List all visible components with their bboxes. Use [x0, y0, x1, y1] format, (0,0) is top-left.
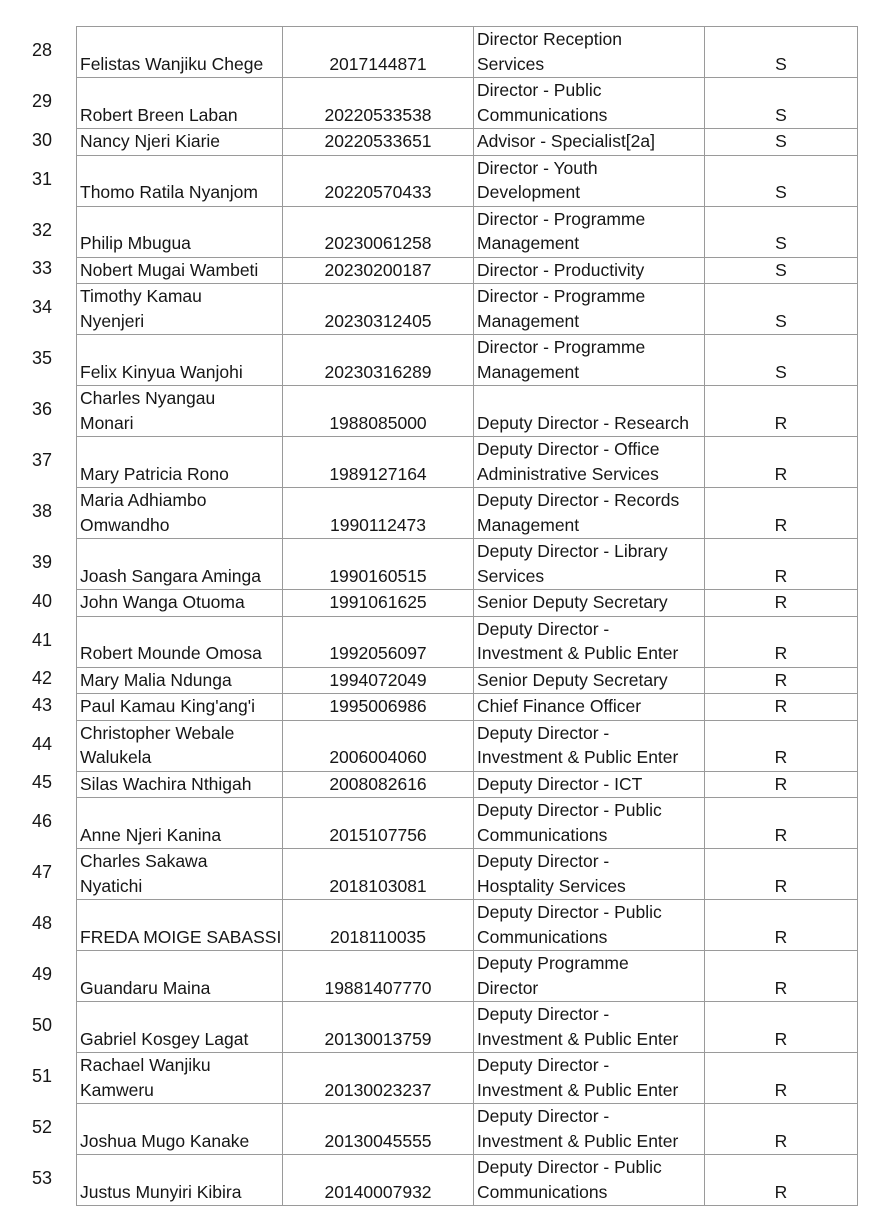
personal-number-cell	[283, 900, 474, 951]
designation-cell	[474, 1155, 705, 1206]
personal-number: 2018103081	[329, 875, 427, 896]
employee-name: Felistas Wanjiku Chege	[80, 53, 264, 74]
employee-name-cell	[77, 849, 283, 900]
job-grade-cell	[705, 257, 858, 284]
row-number: 50	[31, 1015, 53, 1035]
designation: Investment & Public Enter	[477, 1079, 679, 1100]
employee-name-cell	[77, 27, 283, 78]
employee-name: Monari	[80, 412, 134, 433]
personal-number-cell	[283, 771, 474, 798]
row-number: 38	[31, 501, 53, 521]
designation: Investment & Public Enter	[477, 1028, 679, 1049]
designation: Investment & Public Enter	[477, 1130, 679, 1151]
designation-cell	[474, 129, 705, 156]
job-grade-cell	[705, 590, 858, 617]
row-number: 37	[31, 450, 53, 470]
job-grade: R	[774, 824, 788, 845]
table-row	[77, 951, 858, 1002]
personal-number-cell	[283, 849, 474, 900]
table-row	[77, 771, 858, 798]
personal-number: 20230312405	[324, 310, 432, 331]
designation: Communications	[477, 824, 608, 845]
employee-name: Kamweru	[80, 1079, 154, 1100]
employee-name-cell	[77, 257, 283, 284]
job-grade-cell	[705, 798, 858, 849]
employee-name: Christopher Webale	[80, 722, 235, 743]
staff-table	[76, 26, 858, 1206]
designation: Deputy Director - Public	[477, 902, 662, 922]
personal-number-cell	[283, 284, 474, 335]
job-grade-cell	[705, 155, 858, 206]
personal-number-cell	[283, 155, 474, 206]
designation: Services	[477, 565, 545, 586]
personal-number-cell	[283, 1104, 474, 1155]
personal-number: 20220533538	[324, 104, 432, 125]
personal-number-cell	[283, 335, 474, 386]
personal-number-cell	[283, 1002, 474, 1053]
personal-number-cell	[283, 951, 474, 1002]
table-row	[77, 1053, 858, 1104]
personal-number: 20230200187	[324, 259, 432, 280]
designation-cell	[474, 798, 705, 849]
table-row	[77, 667, 858, 694]
employee-name: Walukela	[80, 747, 152, 767]
employee-name: Paul Kamau King'ang'i	[80, 696, 255, 716]
personal-number: 2015107756	[329, 824, 427, 845]
staff-table-body	[77, 27, 858, 1206]
employee-name: John Wanga Otuoma	[80, 592, 245, 612]
designation: Deputy Director -	[477, 1055, 610, 1075]
job-grade: R	[774, 514, 788, 535]
job-grade: S	[775, 53, 787, 74]
job-grade: R	[774, 977, 788, 998]
designation: Director Reception	[477, 29, 622, 49]
employee-name: Justus Munyiri Kibira	[80, 1181, 242, 1202]
designation: Communications	[477, 1181, 608, 1202]
table-row	[77, 590, 858, 617]
job-grade: R	[774, 643, 788, 663]
row-number: 41	[31, 629, 53, 650]
designation-cell	[474, 437, 705, 488]
job-grade: R	[774, 1028, 788, 1049]
job-grade: R	[774, 747, 788, 767]
designation-cell	[474, 386, 705, 437]
personal-number-cell	[283, 1053, 474, 1104]
designation-cell	[474, 720, 705, 771]
designation: Development	[477, 182, 581, 202]
employee-name: FREDA MOIGE SABASSI	[80, 926, 282, 947]
job-grade: S	[775, 182, 787, 202]
employee-name-cell	[77, 951, 283, 1002]
job-grade: R	[774, 669, 788, 690]
designation: Management	[477, 310, 580, 331]
employee-name-cell	[77, 1155, 283, 1206]
personal-number-cell	[283, 720, 474, 771]
row-number: 39	[31, 552, 53, 572]
designation-cell	[474, 257, 705, 284]
designation-cell	[474, 1002, 705, 1053]
personal-number-cell	[283, 78, 474, 129]
designation: Director - Programme	[477, 208, 646, 229]
employee-name-cell	[77, 155, 283, 206]
personal-number-cell	[283, 27, 474, 78]
personal-number-cell	[283, 488, 474, 539]
employee-name: Nyenjeri	[80, 310, 145, 331]
row-number: 32	[31, 219, 53, 240]
job-grade: R	[774, 926, 788, 947]
job-grade-cell	[705, 284, 858, 335]
job-grade-cell	[705, 616, 858, 667]
table-row	[77, 720, 858, 771]
designation: Services	[477, 53, 545, 74]
table-row	[77, 155, 858, 206]
employee-name-cell	[77, 590, 283, 617]
employee-name: Robert Mounde Omosa	[80, 643, 262, 663]
designation-cell	[474, 1104, 705, 1155]
job-grade: S	[775, 104, 787, 125]
designation: Communications	[477, 926, 608, 947]
employee-name: Joash Sangara Aminga	[80, 565, 261, 586]
employee-name: Anne Njeri Kanina	[80, 824, 222, 845]
row-number: 28	[31, 40, 53, 60]
designation-cell	[474, 667, 705, 694]
personal-number: 20230061258	[324, 233, 432, 253]
personal-number-cell	[283, 616, 474, 667]
personal-number-cell	[283, 590, 474, 617]
job-grade: S	[775, 259, 787, 280]
table-row	[77, 1104, 858, 1155]
job-grade-cell	[705, 951, 858, 1002]
personal-number: 1990112473	[329, 514, 427, 535]
personal-number: 20220533651	[324, 131, 432, 151]
personal-number: 20130013759	[324, 1028, 432, 1049]
designation: Director - Programme	[477, 337, 646, 357]
designation-cell	[474, 1053, 705, 1104]
row-number: 30	[31, 129, 53, 150]
designation: Deputy Director - Public	[477, 800, 662, 820]
designation-cell	[474, 951, 705, 1002]
employee-name-cell	[77, 1002, 283, 1053]
employee-name: Robert Breen Laban	[80, 104, 238, 125]
job-grade-cell	[705, 27, 858, 78]
designation-cell	[474, 335, 705, 386]
designation-cell	[474, 155, 705, 206]
row-number: 45	[31, 772, 53, 793]
personal-number: 1995006986	[329, 696, 427, 716]
employee-name-cell	[77, 1053, 283, 1104]
job-grade-cell	[705, 1155, 858, 1206]
designation: Hosptality Services	[477, 875, 626, 896]
job-grade: R	[774, 463, 788, 484]
table-row	[77, 257, 858, 284]
designation: Communications	[477, 104, 608, 125]
designation: Deputy Director - ICT	[477, 773, 643, 794]
job-grade-cell	[705, 771, 858, 798]
personal-number-cell	[283, 539, 474, 590]
job-grade-cell	[705, 720, 858, 771]
designation: Deputy Director - Public	[477, 1157, 662, 1177]
table-row	[77, 284, 858, 335]
table-row	[77, 1155, 858, 1206]
employee-name-cell	[77, 284, 283, 335]
designation-cell	[474, 78, 705, 129]
personal-number: 20130045555	[324, 1130, 432, 1151]
designation: Chief Finance Officer	[477, 696, 642, 716]
table-row	[77, 386, 858, 437]
designation-cell	[474, 849, 705, 900]
employee-name-cell	[77, 720, 283, 771]
designation: Senior Deputy Secretary	[477, 669, 668, 690]
designation: Director - Programme	[477, 286, 646, 306]
job-grade: R	[774, 1079, 788, 1100]
row-number: 48	[31, 913, 53, 933]
employee-name-cell	[77, 437, 283, 488]
employee-name: Gabriel Kosgey Lagat	[80, 1028, 249, 1049]
designation-cell	[474, 539, 705, 590]
employee-name: Felix Kinyua Wanjohi	[80, 361, 243, 382]
designation-cell	[474, 771, 705, 798]
designation: Deputy Director -	[477, 722, 610, 743]
row-number: 52	[31, 1117, 53, 1137]
employee-name-cell	[77, 78, 283, 129]
job-grade: S	[775, 233, 787, 253]
designation: Deputy Director - Office	[477, 439, 660, 459]
job-grade: S	[775, 131, 787, 151]
designation-cell	[474, 206, 705, 257]
employee-name-cell	[77, 694, 283, 721]
designation: Senior Deputy Secretary	[477, 592, 668, 612]
job-grade-cell	[705, 667, 858, 694]
job-grade: R	[774, 696, 788, 716]
personal-number: 1989127164	[329, 463, 427, 484]
designation: Deputy Programme	[477, 953, 629, 973]
designation: Management	[477, 361, 580, 382]
job-grade-cell	[705, 78, 858, 129]
personal-number: 2018110035	[329, 926, 427, 947]
designation: Management	[477, 233, 580, 253]
table-row	[77, 129, 858, 156]
row-number: 46	[31, 811, 53, 831]
personal-number: 1988085000	[329, 412, 427, 433]
personal-number-cell	[283, 206, 474, 257]
employee-name: Thomo Ratila Nyanjom	[80, 182, 258, 202]
designation-cell	[474, 590, 705, 617]
personal-number: 2008082616	[329, 773, 427, 794]
designation: Director - Public	[477, 80, 602, 100]
job-grade-cell	[705, 1002, 858, 1053]
job-grade-cell	[705, 386, 858, 437]
designation-cell	[474, 284, 705, 335]
job-grade: R	[774, 875, 788, 896]
designation-cell	[474, 616, 705, 667]
employee-name: Mary Malia Ndunga	[80, 669, 232, 690]
personal-number-cell	[283, 1155, 474, 1206]
personal-number-cell	[283, 437, 474, 488]
row-number: 34	[31, 297, 53, 317]
personal-number: 1992056097	[329, 643, 427, 663]
employee-name-cell	[77, 386, 283, 437]
employee-name-cell	[77, 129, 283, 156]
row-number: 42	[31, 668, 53, 689]
employee-name: Nancy Njeri Kiarie	[80, 131, 221, 151]
table-row	[77, 437, 858, 488]
row-number: 35	[31, 348, 53, 368]
employee-name: Nyatichi	[80, 875, 143, 896]
designation: Deputy Director -	[477, 851, 610, 871]
job-grade-cell	[705, 437, 858, 488]
personal-number: 2017144871	[329, 53, 427, 74]
table-row	[77, 616, 858, 667]
designation-cell	[474, 900, 705, 951]
personal-number: 1994072049	[329, 669, 427, 690]
personal-number: 1990160515	[329, 565, 427, 586]
employee-name: Rachael Wanjiku	[80, 1055, 211, 1075]
designation: Deputy Director -	[477, 1106, 610, 1126]
personal-number-cell	[283, 694, 474, 721]
personal-number-cell	[283, 129, 474, 156]
designation: Investment & Public Enter	[477, 643, 679, 663]
row-number: 47	[31, 862, 53, 882]
employee-name: Maria Adhiambo	[80, 490, 207, 510]
job-grade: R	[774, 1181, 788, 1202]
row-number: 40	[31, 590, 53, 611]
designation: Administrative Services	[477, 463, 659, 484]
job-grade-cell	[705, 849, 858, 900]
job-grade: R	[774, 412, 788, 433]
personal-number: 19881407770	[324, 977, 432, 998]
table-row	[77, 1002, 858, 1053]
job-grade-cell	[705, 1053, 858, 1104]
personal-number: 20140007932	[324, 1181, 432, 1202]
designation: Management	[477, 514, 580, 535]
job-grade: R	[774, 592, 788, 612]
job-grade: R	[774, 1130, 788, 1151]
row-number: 44	[31, 733, 53, 754]
job-grade-cell	[705, 539, 858, 590]
employee-name-cell	[77, 1104, 283, 1155]
job-grade-cell	[705, 129, 858, 156]
job-grade-cell	[705, 488, 858, 539]
employee-name-cell	[77, 900, 283, 951]
designation: Investment & Public Enter	[477, 747, 679, 767]
designation: Advisor - Specialist[2a]	[477, 131, 655, 151]
designation: Deputy Director - Library	[477, 541, 668, 561]
personal-number-cell	[283, 257, 474, 284]
job-grade: R	[774, 773, 788, 794]
designation: Deputy Director -	[477, 1004, 610, 1024]
designation-cell	[474, 488, 705, 539]
employee-name: Mary Patricia Rono	[80, 463, 229, 484]
table-row	[77, 798, 858, 849]
designation: Deputy Director - Research	[477, 412, 690, 433]
employee-name: Charles Nyangau	[80, 388, 216, 408]
row-number: 49	[31, 964, 53, 984]
employee-name: Joshua Mugo Kanake	[80, 1130, 250, 1151]
employee-name: Nobert Mugai Wambeti	[80, 259, 259, 280]
designation: Director - Youth	[477, 157, 598, 178]
job-grade: S	[775, 361, 787, 382]
employee-name: Timothy Kamau	[80, 286, 202, 306]
designation: Director - Productivity	[477, 259, 645, 280]
job-grade: S	[775, 310, 787, 331]
personal-number: 1991061625	[329, 592, 427, 612]
employee-name-cell	[77, 488, 283, 539]
row-number: 33	[31, 258, 53, 279]
row-number: 43	[31, 694, 53, 715]
personal-number-cell	[283, 667, 474, 694]
personal-number-cell	[283, 798, 474, 849]
job-grade-cell	[705, 1104, 858, 1155]
table-row	[77, 539, 858, 590]
job-grade-cell	[705, 900, 858, 951]
table-row	[77, 849, 858, 900]
employee-name-cell	[77, 616, 283, 667]
employee-name-cell	[77, 335, 283, 386]
table-row	[77, 900, 858, 951]
row-number: 29	[31, 91, 53, 111]
designation: Deputy Director - Records	[477, 490, 680, 510]
row-number: 51	[31, 1066, 53, 1086]
employee-name-cell	[77, 798, 283, 849]
table-row	[77, 488, 858, 539]
designation-cell	[474, 27, 705, 78]
job-grade-cell	[705, 206, 858, 257]
employee-name: Omwandho	[80, 514, 170, 535]
employee-name: Philip Mbugua	[80, 233, 191, 253]
row-number: 53	[31, 1168, 53, 1188]
row-number: 31	[31, 168, 53, 189]
table-row	[77, 206, 858, 257]
designation: Director	[477, 977, 539, 998]
table-row	[77, 27, 858, 78]
personal-number: 20230316289	[324, 361, 432, 382]
employee-name-cell	[77, 206, 283, 257]
employee-name-cell	[77, 539, 283, 590]
personal-number: 20220570433	[324, 182, 432, 202]
table-row	[77, 335, 858, 386]
job-grade-cell	[705, 335, 858, 386]
personal-number: 20130023237	[324, 1079, 432, 1100]
table-row	[77, 694, 858, 721]
row-number: 36	[31, 399, 53, 419]
personal-number-cell	[283, 386, 474, 437]
designation-cell	[474, 694, 705, 721]
job-grade-cell	[705, 694, 858, 721]
employee-name-cell	[77, 771, 283, 798]
employee-name: Silas Wachira Nthigah	[80, 773, 252, 794]
employee-name: Charles Sakawa	[80, 851, 208, 871]
employee-name-cell	[77, 667, 283, 694]
designation: Deputy Director -	[477, 618, 610, 639]
table-row	[77, 78, 858, 129]
personal-number: 2006004060	[329, 747, 427, 767]
job-grade: R	[774, 565, 788, 586]
employee-name: Guandaru Maina	[80, 977, 211, 998]
